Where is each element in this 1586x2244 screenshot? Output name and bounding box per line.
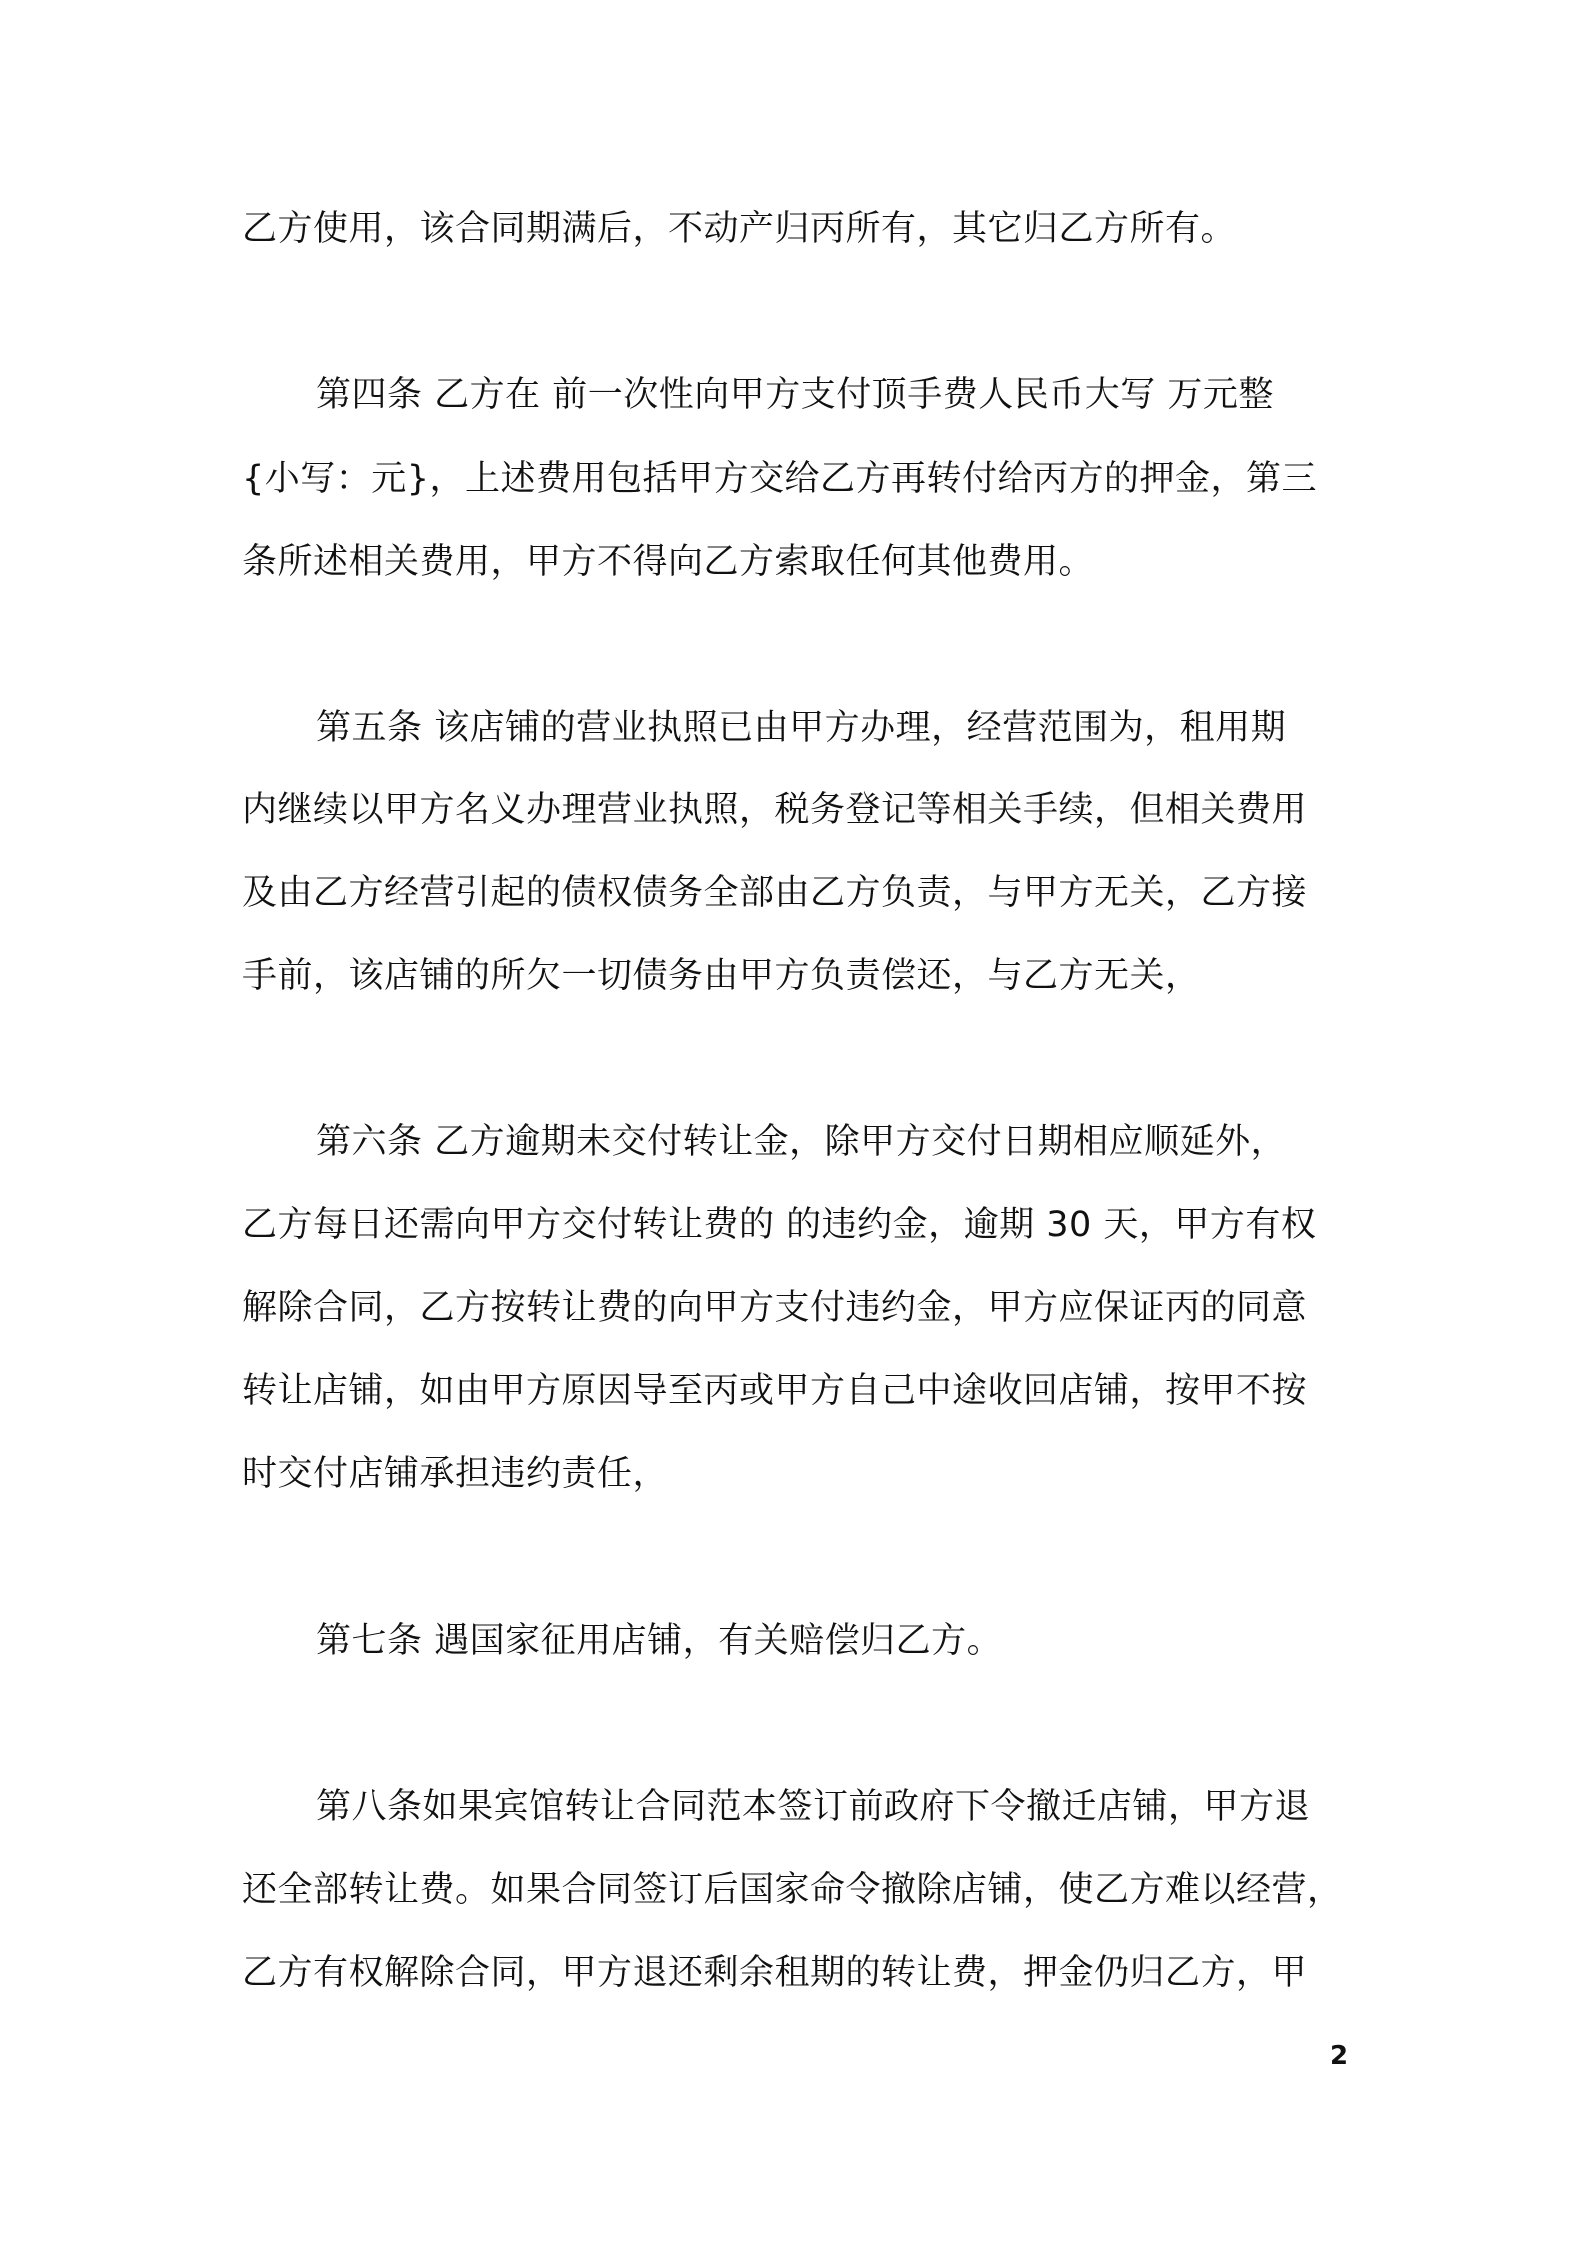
text-line: 条所述相关费用，甲方不得向乙方索取任何其他费用。 (242, 542, 1095, 582)
text-line: 解除合同，乙方按转让费的向甲方支付违约金，甲方应保证丙的同意 (242, 1288, 1308, 1328)
text-line: 手前，该店铺的所欠一切债务由甲方负责偿还，与乙方无关， (242, 956, 1201, 996)
article-6-heading-line: 第六条 乙方逾期未交付转让金，除甲方交付日期相应顺延外， (316, 1122, 1287, 1162)
text-line: 内继续以甲方名义办理营业执照，税务登记等相关手续，但相关费用 (242, 790, 1308, 830)
text-line: 转让店铺，如由甲方原因导至丙或甲方自己中途收回店铺，按甲不按 (242, 1371, 1308, 1411)
article-5-heading-line: 第五条 该店铺的营业执照已由甲方办理，经营范围为，租用期 (316, 708, 1287, 748)
text-line: {小写：元}，上述费用包括甲方交给乙方再转付给丙方的押金，第三 (242, 459, 1318, 499)
text-line: 乙方使用，该合同期满后，不动产归丙所有，其它归乙方所有。 (242, 209, 1237, 249)
text-line: 乙方有权解除合同，甲方退还剩余租期的转让费，押金仍归乙方，甲 (242, 1953, 1308, 1993)
text-line: 及由乙方经营引起的债权债务全部由乙方负责，与甲方无关，乙方接 (242, 873, 1308, 913)
page-number: 2 (1330, 2041, 1349, 2071)
text-line: 时交付店铺承担违约责任， (242, 1454, 669, 1494)
text-line: 乙方每日还需向甲方交付转让费的 的违约金，逾期 30 天，甲方有权 (242, 1205, 1317, 1245)
article-7-heading-line: 第七条 遇国家征用店铺，有关赔偿归乙方。 (316, 1621, 1003, 1661)
text-line: 还全部转让费。如果合同签订后国家命令撤除店铺，使乙方难以经营， (242, 1870, 1343, 1910)
article-4-heading-line: 第四条 乙方在 前一次性向甲方支付顶手费人民币大写 万元整 (316, 375, 1274, 415)
article-8-heading-line: 第八条如果宾馆转让合同范本签订前政府下令撤迁店铺，甲方退 (316, 1787, 1311, 1827)
